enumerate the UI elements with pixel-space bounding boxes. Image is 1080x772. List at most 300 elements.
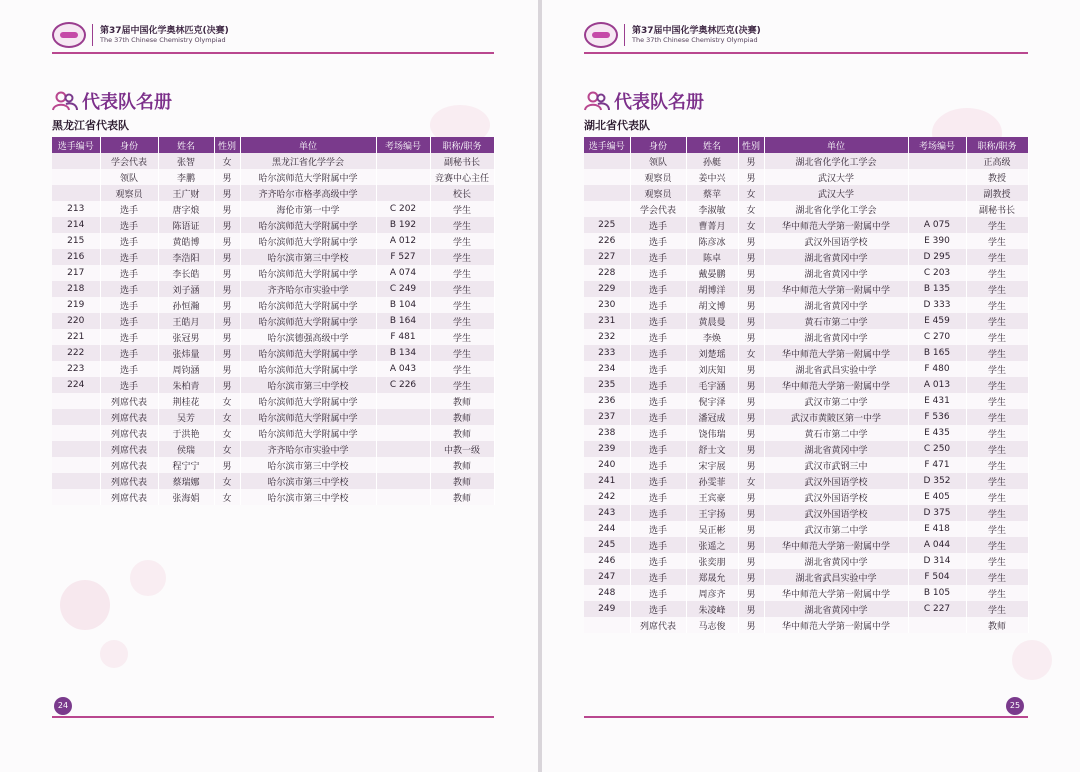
cell-exam-room: B 164 (376, 313, 430, 329)
cell-gender: 男 (738, 521, 764, 537)
cell-organization: 哈尔滨师范大学附属中学 (240, 361, 376, 377)
cell-name: 侯瑞 (158, 441, 214, 457)
cell-name: 张奕朋 (686, 553, 738, 569)
cell-gender: 男 (738, 361, 764, 377)
table-row (584, 489, 1028, 505)
cell-player-number: 232 (584, 329, 630, 345)
cell-exam-room: F 536 (908, 409, 966, 425)
cell-organization: 湖北省黄冈中学 (764, 249, 908, 265)
column-header-player-number: 选手编号 (52, 137, 100, 153)
cell-gender: 女 (214, 153, 240, 169)
cell-name: 马志俊 (686, 617, 738, 633)
cell-player-number: 239 (584, 441, 630, 457)
cell-player-number: 224 (52, 377, 100, 393)
cell-gender: 女 (214, 425, 240, 441)
cell-name: 李焕 (686, 329, 738, 345)
cell-player-number (52, 441, 100, 457)
cell-name: 倪宇泽 (686, 393, 738, 409)
cell-exam-room (376, 185, 430, 201)
cell-name: 张冠男 (158, 329, 214, 345)
cell-player-number: 231 (584, 313, 630, 329)
cell-organization: 哈尔滨市第三中学校 (240, 473, 376, 489)
cell-player-number (584, 153, 630, 169)
table-row (584, 313, 1028, 329)
cell-title: 学生 (966, 377, 1028, 393)
cell-gender: 女 (738, 201, 764, 217)
cell-gender: 男 (738, 233, 764, 249)
cell-exam-room (908, 153, 966, 169)
cell-player-number: 226 (584, 233, 630, 249)
cell-name: 刘庆知 (686, 361, 738, 377)
column-header-role: 身份 (630, 137, 686, 153)
cell-organization: 华中师范大学第一附属中学 (764, 585, 908, 601)
cell-player-number: 233 (584, 345, 630, 361)
cell-gender: 男 (738, 601, 764, 617)
cell-player-number: 235 (584, 377, 630, 393)
cell-role: 选手 (100, 297, 158, 313)
cell-title: 教师 (430, 393, 494, 409)
cell-gender: 女 (214, 473, 240, 489)
cell-role: 选手 (630, 313, 686, 329)
cell-gender: 男 (738, 537, 764, 553)
decor-blob (100, 640, 128, 668)
table-row (52, 409, 494, 425)
cell-title: 教师 (430, 457, 494, 473)
cell-organization: 武汉市第二中学 (764, 393, 908, 409)
column-header-organization: 单位 (240, 137, 376, 153)
cell-role: 选手 (100, 201, 158, 217)
table-row (52, 329, 494, 345)
cell-role: 选手 (100, 265, 158, 281)
cell-role: 选手 (100, 377, 158, 393)
cell-gender: 男 (214, 233, 240, 249)
cell-role: 选手 (630, 233, 686, 249)
cell-title: 学生 (966, 473, 1028, 489)
table-row (52, 265, 494, 281)
cell-name: 吴正彬 (686, 521, 738, 537)
column-header-name: 姓名 (686, 137, 738, 153)
olympiad-logo-icon (584, 22, 618, 48)
cell-name: 张炜量 (158, 345, 214, 361)
cell-player-number: 243 (584, 505, 630, 521)
cell-name: 蔡苹 (686, 185, 738, 201)
cell-player-number (52, 425, 100, 441)
cell-name: 朱柏青 (158, 377, 214, 393)
cell-organization: 华中师范大学第一附属中学 (764, 217, 908, 233)
table-row (584, 521, 1028, 537)
cell-role: 选手 (630, 537, 686, 553)
cell-role: 选手 (630, 521, 686, 537)
column-header-player-number: 选手编号 (584, 137, 630, 153)
cell-organization: 湖北省化学化工学会 (764, 153, 908, 169)
cell-player-number: 236 (584, 393, 630, 409)
cell-exam-room: B 192 (376, 217, 430, 233)
cell-title: 学生 (966, 329, 1028, 345)
section-title-text: 代表队名册 (82, 92, 172, 113)
cell-exam-room (908, 617, 966, 633)
cell-role: 选手 (630, 265, 686, 281)
cell-organization: 湖北省黄冈中学 (764, 329, 908, 345)
table-row (584, 569, 1028, 585)
cell-role: 选手 (630, 249, 686, 265)
footer-rule (584, 716, 1028, 718)
cell-role: 选手 (100, 329, 158, 345)
cell-gender: 男 (738, 297, 764, 313)
cell-exam-room: E 431 (908, 393, 966, 409)
cell-role: 选手 (630, 585, 686, 601)
cell-role: 选手 (630, 281, 686, 297)
cell-gender: 男 (738, 505, 764, 521)
cell-player-number: 221 (52, 329, 100, 345)
table-row (584, 441, 1028, 457)
cell-title: 学生 (430, 345, 494, 361)
cell-player-number: 216 (52, 249, 100, 265)
table-row (52, 441, 494, 457)
cell-exam-room (376, 489, 430, 505)
cell-gender: 男 (214, 185, 240, 201)
cell-organization: 湖北省武昌实验中学 (764, 569, 908, 585)
cell-exam-room: A 012 (376, 233, 430, 249)
table-row (584, 153, 1028, 169)
cell-name: 张遥之 (686, 537, 738, 553)
cell-name: 李浩阳 (158, 249, 214, 265)
cell-gender: 女 (214, 441, 240, 457)
cell-role: 选手 (100, 345, 158, 361)
cell-player-number: 222 (52, 345, 100, 361)
cell-gender: 男 (738, 377, 764, 393)
cell-title: 学生 (966, 249, 1028, 265)
cell-organization: 海伦市第一中学 (240, 201, 376, 217)
cell-role: 选手 (630, 601, 686, 617)
page-number: 24 (54, 697, 72, 715)
cell-organization: 湖北省黄冈中学 (764, 297, 908, 313)
cell-player-number: 214 (52, 217, 100, 233)
cell-name: 朱凌峰 (686, 601, 738, 617)
cell-gender: 男 (738, 329, 764, 345)
cell-gender: 男 (738, 569, 764, 585)
footer-rule (52, 716, 494, 718)
cell-player-number (52, 473, 100, 489)
cell-player-number: 249 (584, 601, 630, 617)
table-row (52, 297, 494, 313)
table-row (52, 473, 494, 489)
table-row (584, 393, 1028, 409)
cell-exam-room: C 270 (908, 329, 966, 345)
cell-title: 副秘书长 (966, 201, 1028, 217)
cell-name: 蔡瑞娜 (158, 473, 214, 489)
cell-name: 张海娟 (158, 489, 214, 505)
cell-name: 周钧涵 (158, 361, 214, 377)
cell-organization: 华中师范大学第一附属中学 (764, 617, 908, 633)
cell-role: 选手 (630, 377, 686, 393)
cell-organization: 哈尔滨市第三中学校 (240, 489, 376, 505)
table-header-row (584, 137, 1028, 153)
cell-player-number (52, 457, 100, 473)
cell-gender: 女 (738, 345, 764, 361)
cell-role: 选手 (630, 505, 686, 521)
cell-gender: 男 (738, 393, 764, 409)
cell-organization: 齐齐哈尔市实验中学 (240, 441, 376, 457)
table-row (584, 425, 1028, 441)
cell-name: 王宾豪 (686, 489, 738, 505)
table-row (584, 601, 1028, 617)
cell-exam-room: B 135 (908, 281, 966, 297)
cell-role: 列席代表 (100, 409, 158, 425)
cell-player-number: 215 (52, 233, 100, 249)
cell-player-number: 234 (584, 361, 630, 377)
cell-name: 陈彦冰 (686, 233, 738, 249)
delegation-name: 湖北省代表队 (584, 119, 650, 132)
cell-name: 孙恒瀚 (158, 297, 214, 313)
section-title (584, 88, 704, 114)
cell-gender: 男 (214, 217, 240, 233)
cell-gender: 男 (214, 297, 240, 313)
cell-name: 李鹏 (158, 169, 214, 185)
cell-player-number (584, 201, 630, 217)
header-subtitle: The 37th Chinese Chemistry Olympiad (632, 36, 758, 44)
cell-gender: 男 (738, 553, 764, 569)
cell-player-number: 241 (584, 473, 630, 489)
decor-blob (130, 560, 166, 596)
table-row (584, 345, 1028, 361)
header-rule (52, 52, 494, 54)
cell-title: 校长 (430, 185, 494, 201)
cell-exam-room (376, 425, 430, 441)
cell-organization: 黑龙江省化学学会 (240, 153, 376, 169)
header-subtitle: The 37th Chinese Chemistry Olympiad (100, 36, 226, 44)
cell-role: 列席代表 (100, 425, 158, 441)
cell-name: 唐字烺 (158, 201, 214, 217)
cell-gender: 男 (738, 441, 764, 457)
cell-exam-room: F 504 (908, 569, 966, 585)
table-row (584, 537, 1028, 553)
table-row (584, 233, 1028, 249)
cell-title: 中教一级 (430, 441, 494, 457)
cell-organization: 哈尔滨师范大学附属中学 (240, 313, 376, 329)
table-row (52, 345, 494, 361)
cell-title: 教师 (430, 425, 494, 441)
cell-player-number: 213 (52, 201, 100, 217)
cell-name: 孙艇 (686, 153, 738, 169)
table-row (52, 457, 494, 473)
cell-role: 选手 (630, 361, 686, 377)
cell-title: 学生 (966, 345, 1028, 361)
header-divider (624, 24, 625, 46)
table-row (52, 169, 494, 185)
cell-exam-room (376, 441, 430, 457)
cell-player-number: 238 (584, 425, 630, 441)
cell-role: 列席代表 (100, 441, 158, 457)
cell-gender: 女 (738, 217, 764, 233)
cell-role: 列席代表 (100, 393, 158, 409)
cell-gender: 男 (738, 457, 764, 473)
cell-gender: 男 (214, 377, 240, 393)
cell-role: 观察员 (100, 185, 158, 201)
cell-player-number: 227 (584, 249, 630, 265)
cell-gender: 男 (214, 249, 240, 265)
cell-title: 学生 (966, 233, 1028, 249)
table-body (584, 153, 1028, 633)
cell-exam-room: A 013 (908, 377, 966, 393)
cell-organization: 武汉大学 (764, 185, 908, 201)
right-page (542, 0, 1080, 772)
cell-name: 黄皓博 (158, 233, 214, 249)
table-row (584, 361, 1028, 377)
cell-name: 郑晟允 (686, 569, 738, 585)
cell-name: 陈语证 (158, 217, 214, 233)
cell-organization: 哈尔滨师范大学附属中学 (240, 169, 376, 185)
cell-name: 刘子涵 (158, 281, 214, 297)
column-header-gender: 性别 (214, 137, 240, 153)
cell-player-number (52, 409, 100, 425)
header-rule (584, 52, 1028, 54)
cell-role: 选手 (630, 345, 686, 361)
cell-player-number: 245 (584, 537, 630, 553)
cell-exam-room: C 250 (908, 441, 966, 457)
cell-title: 学生 (966, 569, 1028, 585)
cell-role: 选手 (100, 313, 158, 329)
cell-organization: 武汉市武钢三中 (764, 457, 908, 473)
table-row (584, 249, 1028, 265)
cell-title: 学生 (966, 361, 1028, 377)
cell-role: 列席代表 (100, 457, 158, 473)
cell-exam-room (376, 473, 430, 489)
cell-player-number: 247 (584, 569, 630, 585)
table-row (584, 473, 1028, 489)
cell-gender: 女 (738, 185, 764, 201)
table-row (52, 313, 494, 329)
cell-name: 程宁宁 (158, 457, 214, 473)
table-row (584, 265, 1028, 281)
cell-organization: 武汉市黄陂区第一中学 (764, 409, 908, 425)
cell-title: 副秘书长 (430, 153, 494, 169)
cell-organization: 哈尔滨德强高级中学 (240, 329, 376, 345)
table-row (584, 185, 1028, 201)
table-header-row (52, 137, 494, 153)
cell-player-number (584, 169, 630, 185)
table-row (52, 233, 494, 249)
cell-title: 学生 (966, 265, 1028, 281)
table-row (584, 457, 1028, 473)
cell-name: 李长皓 (158, 265, 214, 281)
cell-name: 毛宇涵 (686, 377, 738, 393)
cell-name: 曹菁月 (686, 217, 738, 233)
cell-exam-room: D 352 (908, 473, 966, 489)
cell-player-number (52, 489, 100, 505)
cell-role: 列席代表 (100, 489, 158, 505)
cell-title: 学生 (966, 521, 1028, 537)
cell-organization: 武汉市第二中学 (764, 521, 908, 537)
cell-role: 选手 (100, 361, 158, 377)
cell-title: 学生 (430, 377, 494, 393)
cell-role: 选手 (100, 281, 158, 297)
cell-title: 学生 (430, 329, 494, 345)
cell-exam-room: D 333 (908, 297, 966, 313)
left-page (0, 0, 538, 772)
cell-organization: 武汉大学 (764, 169, 908, 185)
cell-organization: 哈尔滨市第三中学校 (240, 457, 376, 473)
cell-player-number: 244 (584, 521, 630, 537)
cell-organization: 哈尔滨师范大学附属中学 (240, 345, 376, 361)
cell-player-number: 242 (584, 489, 630, 505)
delegation-name: 黑龙江省代表队 (52, 119, 129, 132)
cell-player-number (52, 185, 100, 201)
cell-exam-room (908, 185, 966, 201)
cell-organization: 湖北省黄冈中学 (764, 441, 908, 457)
cell-title: 学生 (966, 601, 1028, 617)
table-row (584, 377, 1028, 393)
cell-title: 学生 (966, 393, 1028, 409)
cell-title: 学生 (430, 361, 494, 377)
table-row (584, 553, 1028, 569)
cell-exam-room: C 226 (376, 377, 430, 393)
cell-title: 学生 (430, 265, 494, 281)
cell-name: 胡博洋 (686, 281, 738, 297)
table-body (52, 153, 494, 505)
cell-title: 教师 (430, 489, 494, 505)
column-header-gender: 性别 (738, 137, 764, 153)
cell-name: 荆桂花 (158, 393, 214, 409)
table-row (52, 281, 494, 297)
cell-name: 黄晨曼 (686, 313, 738, 329)
cell-name: 王皓月 (158, 313, 214, 329)
cell-organization: 哈尔滨师范大学附属中学 (240, 425, 376, 441)
cell-organization: 湖北省黄冈中学 (764, 553, 908, 569)
cell-role: 列席代表 (630, 617, 686, 633)
table-row (52, 249, 494, 265)
cell-title: 学生 (966, 585, 1028, 601)
cell-exam-room: A 043 (376, 361, 430, 377)
cell-exam-room: E 390 (908, 233, 966, 249)
cell-organization: 湖北省黄冈中学 (764, 601, 908, 617)
cell-title: 学生 (966, 313, 1028, 329)
cell-gender: 女 (214, 409, 240, 425)
cell-name: 王宇扬 (686, 505, 738, 521)
cell-name: 戴晏鹏 (686, 265, 738, 281)
cell-title: 学生 (966, 281, 1028, 297)
cell-title: 学生 (966, 489, 1028, 505)
cell-organization: 哈尔滨师范大学附属中学 (240, 297, 376, 313)
cell-exam-room: B 134 (376, 345, 430, 361)
people-icon (584, 91, 610, 111)
cell-role: 选手 (630, 489, 686, 505)
cell-name: 李淑敏 (686, 201, 738, 217)
cell-role: 观察员 (630, 185, 686, 201)
cell-exam-room (376, 409, 430, 425)
cell-player-number: 228 (584, 265, 630, 281)
cell-exam-room (908, 169, 966, 185)
cell-title: 学生 (966, 425, 1028, 441)
cell-role: 选手 (100, 233, 158, 249)
cell-exam-room: F 471 (908, 457, 966, 473)
cell-player-number: 237 (584, 409, 630, 425)
cell-gender: 女 (214, 489, 240, 505)
cell-title: 教师 (430, 473, 494, 489)
cell-gender: 男 (214, 457, 240, 473)
cell-role: 选手 (630, 425, 686, 441)
column-header-title: 职称/职务 (430, 137, 494, 153)
cell-exam-room: C 203 (908, 265, 966, 281)
cell-title: 副教授 (966, 185, 1028, 201)
cell-name: 胡文博 (686, 297, 738, 313)
cell-role: 选手 (630, 457, 686, 473)
cell-title: 学生 (430, 201, 494, 217)
cell-gender: 男 (738, 265, 764, 281)
table-row (584, 329, 1028, 345)
cell-organization: 武汉外国语学校 (764, 505, 908, 521)
cell-name: 于洪艳 (158, 425, 214, 441)
cell-gender: 男 (214, 329, 240, 345)
